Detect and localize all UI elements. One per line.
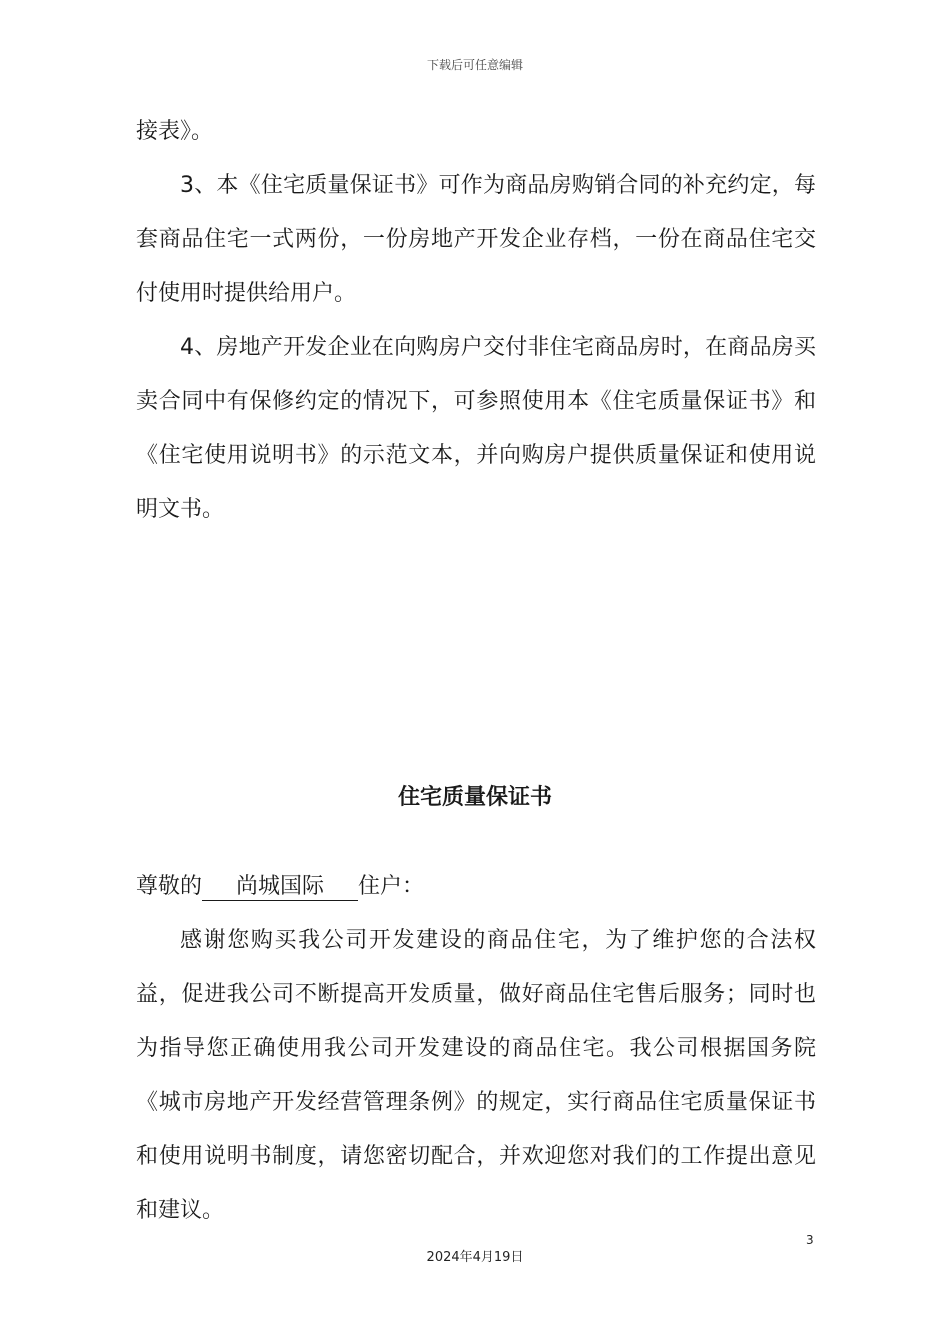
item-3-paragraph: 3、本《住宅质量保证书》可作为商品房购销合同的补充约定，每套商品住宅一式两份，一份房地产开发企业存档，一份在商品住宅交付使用时提供给用户。 bbox=[136, 173, 816, 306]
resident-name-blank: 尚城国际 bbox=[202, 874, 358, 901]
salutation-prefix: 尊敬的 bbox=[136, 874, 203, 899]
continuation-text: 接表》。 bbox=[136, 119, 214, 144]
letter-body-paragraph: 感谢您购买我公司开发建设的商品住宅，为了维护您的合法权益，促进我公司不断提高开发质量，做好商品住宅售后服务；同时也为指导您正确使用我公司开发建设的商品住宅。我公司根据国务院《城市房地产开发经营管理条例》的规定，实行商品住宅质量保证书和使用说明书制度，请您密切配合，并欢迎您对我们的工作提出意见和建议。 bbox=[136, 928, 816, 1223]
document-title: 住宅质量保证书 bbox=[397, 785, 552, 810]
letter-section bbox=[136, 860, 816, 1238]
footer-date: 2024年4月19日 bbox=[426, 1250, 524, 1265]
top-section bbox=[136, 105, 816, 537]
salutation-suffix: 住户： bbox=[358, 874, 425, 899]
page-number: 3 bbox=[806, 1233, 814, 1247]
salutation-line bbox=[136, 860, 816, 914]
item-4-paragraph: 4、房地产开发企业在向购房户交付非住宅商品房时，在商品房买卖合同中有保修约定的情况下，可参照使用本《住宅质量保证书》和《住宅使用说明书》的示范文本，并向购房户提供质量保证和使用说明文书。 bbox=[136, 335, 816, 522]
header-note: 下载后可任意编辑 bbox=[426, 58, 523, 72]
